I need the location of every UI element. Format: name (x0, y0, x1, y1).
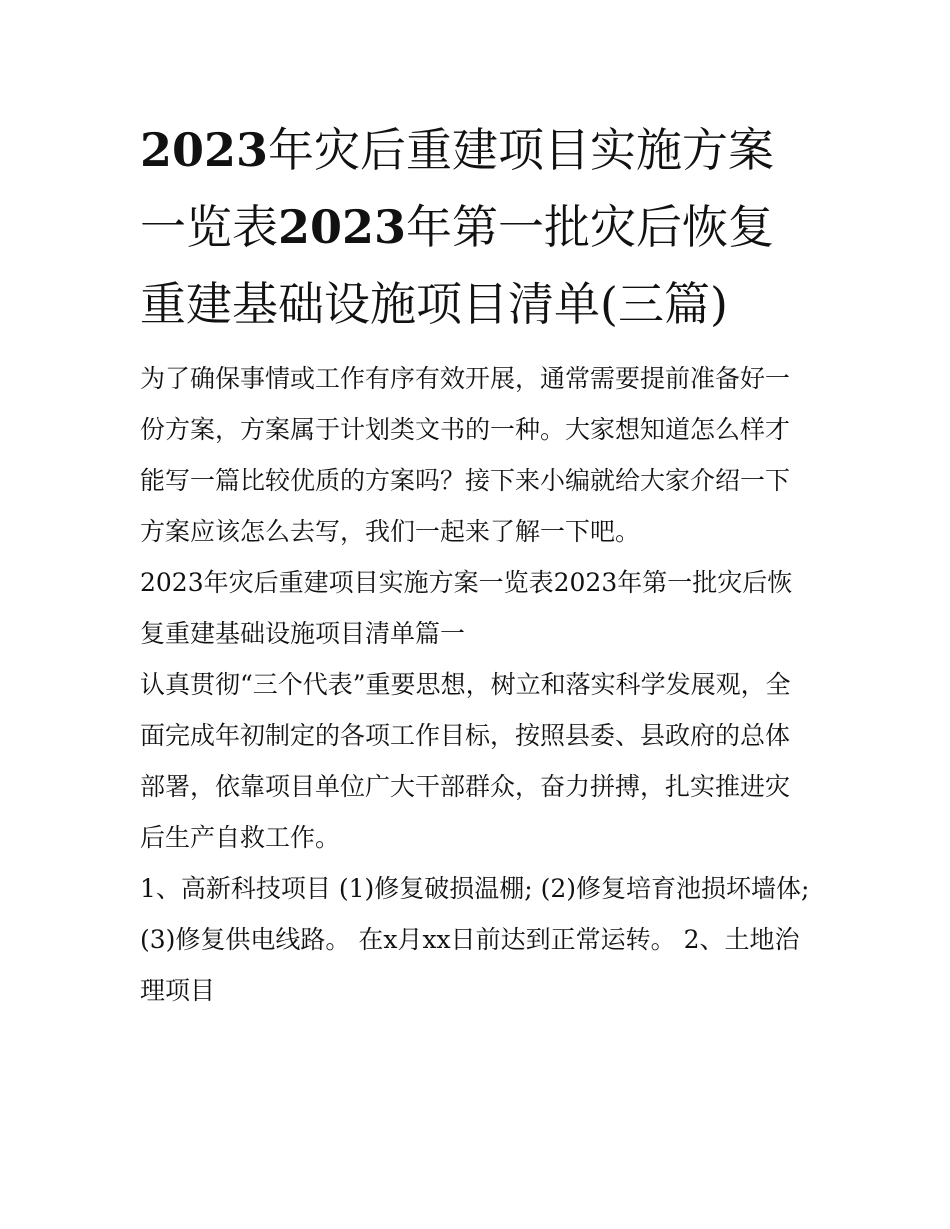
section-heading: 2023年灾后重建项目实施方案一览表2023年第一批灾后恢复重建基础设施项目清单篇一 (140, 568, 793, 648)
body-paragraph: 认真贯彻“三个代表”重要思想，树立和落实科学发展观，全面完成年初制定的各项工作目标，按照县委、县政府的总体部署，依靠项目单位广大干部群众，奋力拼搏，扎实推进灾后生产自救工作。 (140, 670, 791, 852)
title-text-1: 年灾后重建项目实施方案一览表 (140, 123, 775, 254)
title-year-1: 2023 (140, 123, 269, 177)
intro-paragraph: 为了确保事情或工作有序有效开展，通常需要提前准备好一份方案，方案属于计划类文书的一种。大家想知道怎么样才能写一篇比较优质的方案吗？接下来小编就给大家介绍一下方案应该怎么去写，我们一起来了解一下吧。 (140, 364, 791, 546)
title-year-2: 2023 (278, 200, 407, 254)
document-title (140, 112, 812, 343)
title-text-2: 年第一批灾后恢复重建基础设施项目清单(三篇) (140, 200, 775, 331)
document-page (140, 112, 812, 1016)
project-list-paragraph: 1、高新科技项目 (1)修复破损温棚; (2)修复培育池损坏墙体; (3)修复供电线路。 在x月xx日前达到正常运转。 2、土地治理项目 (140, 874, 810, 1005)
